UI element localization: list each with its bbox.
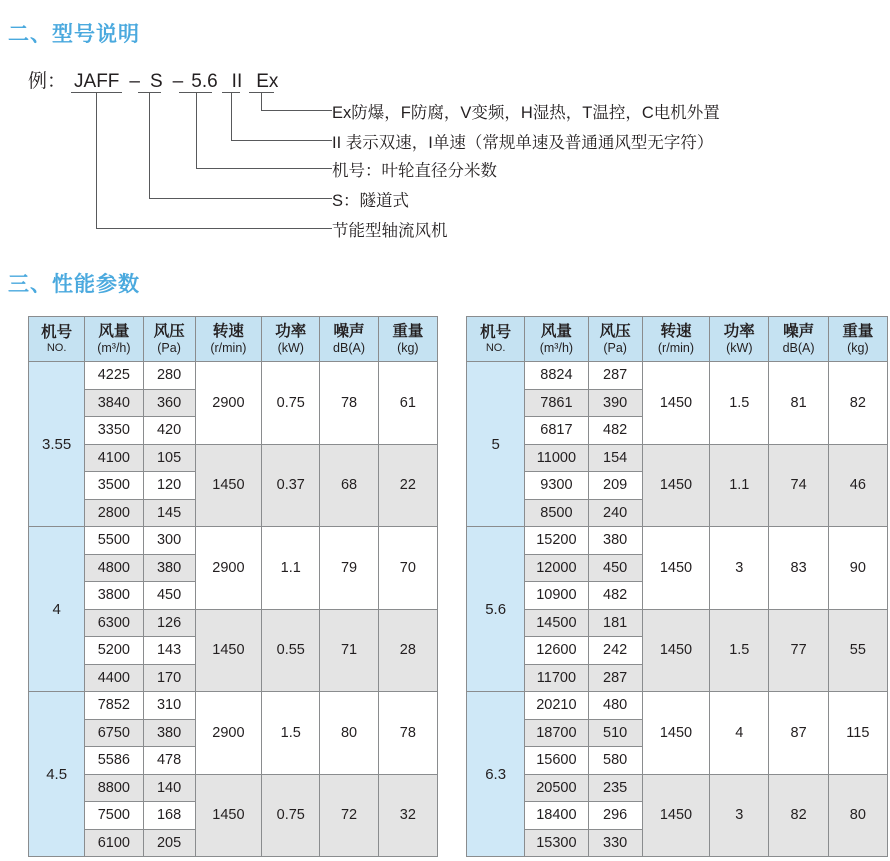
code-segment-size: 5.6: [191, 71, 218, 92]
speed-cell: 1450: [642, 609, 709, 692]
airflow-cell: 2800: [85, 499, 143, 527]
table-body: [29, 362, 438, 857]
pressure-cell: 143: [143, 637, 195, 665]
column-header-5: [320, 317, 378, 362]
callout-speed-meaning: II 表示双速，I单速（常规单速及普通通风型无字符）: [332, 134, 714, 152]
power-cell: 1.1: [710, 444, 769, 527]
pressure-cell: 280: [143, 362, 195, 390]
column-header-main: 机号: [480, 323, 512, 341]
leader-drop-type: [149, 92, 150, 198]
leader-run-size: [196, 168, 332, 169]
weight-cell: 115: [828, 692, 887, 775]
leader-run-brand: [96, 228, 332, 229]
table-row: [29, 527, 438, 555]
table-row: [29, 444, 438, 472]
section-heading-model: 二、型号说明: [8, 23, 140, 46]
column-header-0: [29, 317, 85, 362]
code-segment-speed: II: [231, 71, 243, 92]
column-header-main: 噪声: [783, 322, 815, 340]
noise-cell: 83: [769, 527, 828, 610]
column-header-unit: (Pa): [603, 340, 627, 355]
model-code-line: [28, 66, 278, 93]
code-segment-type: S: [149, 71, 163, 92]
table-row: [29, 692, 438, 720]
pressure-cell: 510: [588, 719, 642, 747]
pressure-cell: 170: [143, 664, 195, 692]
speed-cell: 2900: [195, 527, 261, 610]
power-cell: 1.5: [710, 609, 769, 692]
weight-cell: 46: [828, 444, 887, 527]
column-header-main: 风量: [98, 322, 130, 340]
airflow-cell: 6300: [85, 609, 143, 637]
airflow-cell: 3350: [85, 417, 143, 445]
power-cell: 0.75: [262, 362, 320, 445]
leader-drop-size: [196, 92, 197, 168]
table-row: [29, 774, 438, 802]
airflow-cell: 6750: [85, 719, 143, 747]
airflow-cell: 3840: [85, 389, 143, 417]
pressure-cell: 235: [588, 774, 642, 802]
column-header-main: 噪声: [333, 322, 365, 340]
table-row: [29, 362, 438, 390]
column-header-4: [710, 317, 769, 362]
pressure-cell: 154: [588, 444, 642, 472]
airflow-cell: 7852: [85, 692, 143, 720]
airflow-cell: 8800: [85, 774, 143, 802]
airflow-cell: 11700: [525, 664, 588, 692]
code-segment-brand: JAFF: [74, 71, 120, 92]
speed-cell: 1450: [195, 444, 261, 527]
airflow-cell: 5200: [85, 637, 143, 665]
column-header-main: 转速: [660, 322, 692, 340]
column-header-unit: (kW): [726, 340, 753, 355]
airflow-cell: 11000: [525, 444, 588, 472]
column-header-unit: NO.: [46, 341, 67, 354]
example-label: 例：: [28, 71, 67, 92]
weight-cell: 82: [828, 362, 887, 445]
performance-table-left: [28, 316, 438, 857]
code-segment-dash-1: –: [129, 71, 140, 92]
power-cell: 3: [710, 774, 769, 857]
airflow-cell: 9300: [525, 472, 588, 500]
weight-cell: 70: [378, 527, 437, 610]
column-header-6: [828, 317, 887, 362]
weight-cell: 22: [378, 444, 437, 527]
pressure-cell: 310: [143, 692, 195, 720]
leader-run-speed: [231, 140, 332, 141]
airflow-cell: 4800: [85, 554, 143, 582]
weight-cell: 32: [378, 774, 437, 857]
noise-cell: 74: [769, 444, 828, 527]
airflow-cell: 15300: [525, 829, 588, 857]
model-number-cell: 6.3: [467, 692, 525, 857]
model-number-cell: 4: [29, 527, 85, 692]
column-header-3: [642, 317, 709, 362]
column-header-main: 重量: [842, 322, 874, 340]
noise-cell: 72: [320, 774, 378, 857]
column-header-unit: (r/min): [210, 340, 247, 355]
airflow-cell: 10900: [525, 582, 588, 610]
airflow-cell: 18400: [525, 802, 588, 830]
column-header-unit: (kW): [277, 340, 304, 355]
airflow-cell: 4100: [85, 444, 143, 472]
noise-cell: 68: [320, 444, 378, 527]
column-header-5: [769, 317, 828, 362]
leader-run-type: [149, 198, 332, 199]
airflow-cell: 20500: [525, 774, 588, 802]
pressure-cell: 450: [588, 554, 642, 582]
airflow-cell: 12600: [525, 637, 588, 665]
airflow-cell: 6100: [85, 829, 143, 857]
column-header-unit: NO.: [485, 341, 506, 354]
airflow-cell: 7861: [525, 389, 588, 417]
pressure-cell: 380: [143, 719, 195, 747]
model-number-cell: 5: [467, 362, 525, 527]
airflow-cell: 5586: [85, 747, 143, 775]
pressure-cell: 360: [143, 389, 195, 417]
pressure-cell: 420: [143, 417, 195, 445]
noise-cell: 87: [769, 692, 828, 775]
pressure-cell: 140: [143, 774, 195, 802]
column-header-0: [467, 317, 525, 362]
pressure-cell: 205: [143, 829, 195, 857]
pressure-cell: 380: [143, 554, 195, 582]
pressure-cell: 168: [143, 802, 195, 830]
speed-cell: 1450: [642, 692, 709, 775]
airflow-cell: 7500: [85, 802, 143, 830]
noise-cell: 71: [320, 609, 378, 692]
model-number-cell: 3.55: [29, 362, 85, 527]
callout-brand-meaning: 节能型轴流风机: [332, 222, 448, 240]
airflow-cell: 4225: [85, 362, 143, 390]
table-body: [467, 362, 888, 857]
noise-cell: 82: [769, 774, 828, 857]
column-header-4: [262, 317, 320, 362]
pressure-cell: 242: [588, 637, 642, 665]
table-row: [467, 444, 888, 472]
weight-cell: 78: [378, 692, 437, 775]
power-cell: 3: [710, 527, 769, 610]
airflow-cell: 15200: [525, 527, 588, 555]
table-row: [29, 609, 438, 637]
pressure-cell: 390: [588, 389, 642, 417]
pressure-cell: 450: [143, 582, 195, 610]
callout-suffix-meaning: Ex防爆，F防腐，V变频，H湿热，T温控，C电机外置: [332, 104, 720, 122]
pressure-cell: 287: [588, 664, 642, 692]
code-segment-dash-2: –: [172, 71, 184, 92]
model-number-cell: 5.6: [467, 527, 525, 692]
speed-cell: 1450: [195, 774, 261, 857]
column-header-main: 转速: [212, 322, 244, 340]
column-header-main: 重量: [392, 322, 424, 340]
table-row: [467, 774, 888, 802]
table-row: [467, 527, 888, 555]
table-row: [467, 609, 888, 637]
airflow-cell: 15600: [525, 747, 588, 775]
weight-cell: 90: [828, 527, 887, 610]
airflow-cell: 5500: [85, 527, 143, 555]
airflow-cell: 8500: [525, 499, 588, 527]
pressure-cell: 240: [588, 499, 642, 527]
callout-type-meaning: S：隧道式: [332, 192, 410, 210]
speed-cell: 1450: [642, 527, 709, 610]
pressure-cell: 145: [143, 499, 195, 527]
airflow-cell: 3800: [85, 582, 143, 610]
noise-cell: 77: [769, 609, 828, 692]
model-number-cell: 4.5: [29, 692, 85, 857]
pressure-cell: 478: [143, 747, 195, 775]
pressure-cell: 126: [143, 609, 195, 637]
column-header-unit: (m³/h): [539, 340, 574, 355]
column-header-main: 功率: [723, 322, 755, 340]
weight-cell: 28: [378, 609, 437, 692]
column-header-unit: (kg): [397, 340, 419, 355]
column-header-unit: (Pa): [157, 340, 181, 355]
speed-cell: 2900: [195, 362, 261, 445]
airflow-cell: 6817: [525, 417, 588, 445]
performance-table-right: [466, 316, 888, 857]
airflow-cell: 3500: [85, 472, 143, 500]
power-cell: 1.5: [710, 362, 769, 445]
power-cell: 0.55: [262, 609, 320, 692]
pressure-cell: 181: [588, 609, 642, 637]
power-cell: 0.75: [262, 774, 320, 857]
airflow-cell: 18700: [525, 719, 588, 747]
column-header-unit: dB(A): [782, 340, 815, 355]
column-header-1: [525, 317, 588, 362]
table-row: [467, 692, 888, 720]
leader-drop-brand: [96, 92, 97, 228]
table-row: [467, 362, 888, 390]
column-header-unit: dB(A): [333, 340, 365, 355]
power-cell: 0.37: [262, 444, 320, 527]
pressure-cell: 209: [588, 472, 642, 500]
column-header-main: 机号: [41, 323, 73, 341]
pressure-cell: 482: [588, 582, 642, 610]
pressure-cell: 120: [143, 472, 195, 500]
airflow-cell: 4400: [85, 664, 143, 692]
speed-cell: 1450: [642, 362, 709, 445]
noise-cell: 78: [320, 362, 378, 445]
model-code-diagram: [0, 60, 890, 250]
airflow-cell: 8824: [525, 362, 588, 390]
table-header-row: [467, 317, 888, 362]
speed-cell: 2900: [195, 692, 261, 775]
pressure-cell: 105: [143, 444, 195, 472]
column-header-6: [378, 317, 437, 362]
column-header-2: [588, 317, 642, 362]
column-header-main: 功率: [275, 322, 307, 340]
power-cell: 1.1: [262, 527, 320, 610]
column-header-main: 风压: [599, 322, 631, 340]
noise-cell: 79: [320, 527, 378, 610]
pressure-cell: 330: [588, 829, 642, 857]
section-heading-performance: 三、性能参数: [8, 273, 140, 296]
pressure-cell: 480: [588, 692, 642, 720]
noise-cell: 80: [320, 692, 378, 775]
pressure-cell: 482: [588, 417, 642, 445]
table-header-row: [29, 317, 438, 362]
column-header-unit: (m³/h): [97, 340, 131, 355]
weight-cell: 55: [828, 609, 887, 692]
column-header-unit: (r/min): [657, 340, 694, 355]
weight-cell: 61: [378, 362, 437, 445]
speed-cell: 1450: [195, 609, 261, 692]
column-header-main: 风量: [540, 322, 572, 340]
speed-cell: 1450: [642, 774, 709, 857]
pressure-cell: 380: [588, 527, 642, 555]
code-segment-suffix: Ex: [256, 71, 279, 92]
noise-cell: 81: [769, 362, 828, 445]
pressure-cell: 296: [588, 802, 642, 830]
column-header-main: 风压: [153, 322, 185, 340]
speed-cell: 1450: [642, 444, 709, 527]
weight-cell: 80: [828, 774, 887, 857]
leader-run-suffix: [261, 110, 332, 111]
pressure-cell: 580: [588, 747, 642, 775]
airflow-cell: 12000: [525, 554, 588, 582]
callout-size-meaning: 机号：叶轮直径分米数: [332, 162, 497, 180]
column-header-1: [85, 317, 143, 362]
airflow-cell: 20210: [525, 692, 588, 720]
pressure-cell: 287: [588, 362, 642, 390]
leader-drop-suffix: [261, 92, 262, 110]
column-header-2: [143, 317, 195, 362]
power-cell: 1.5: [262, 692, 320, 775]
leader-drop-speed: [231, 92, 232, 140]
column-header-unit: (kg): [847, 340, 869, 355]
column-header-3: [195, 317, 261, 362]
pressure-cell: 300: [143, 527, 195, 555]
airflow-cell: 14500: [525, 609, 588, 637]
power-cell: 4: [710, 692, 769, 775]
